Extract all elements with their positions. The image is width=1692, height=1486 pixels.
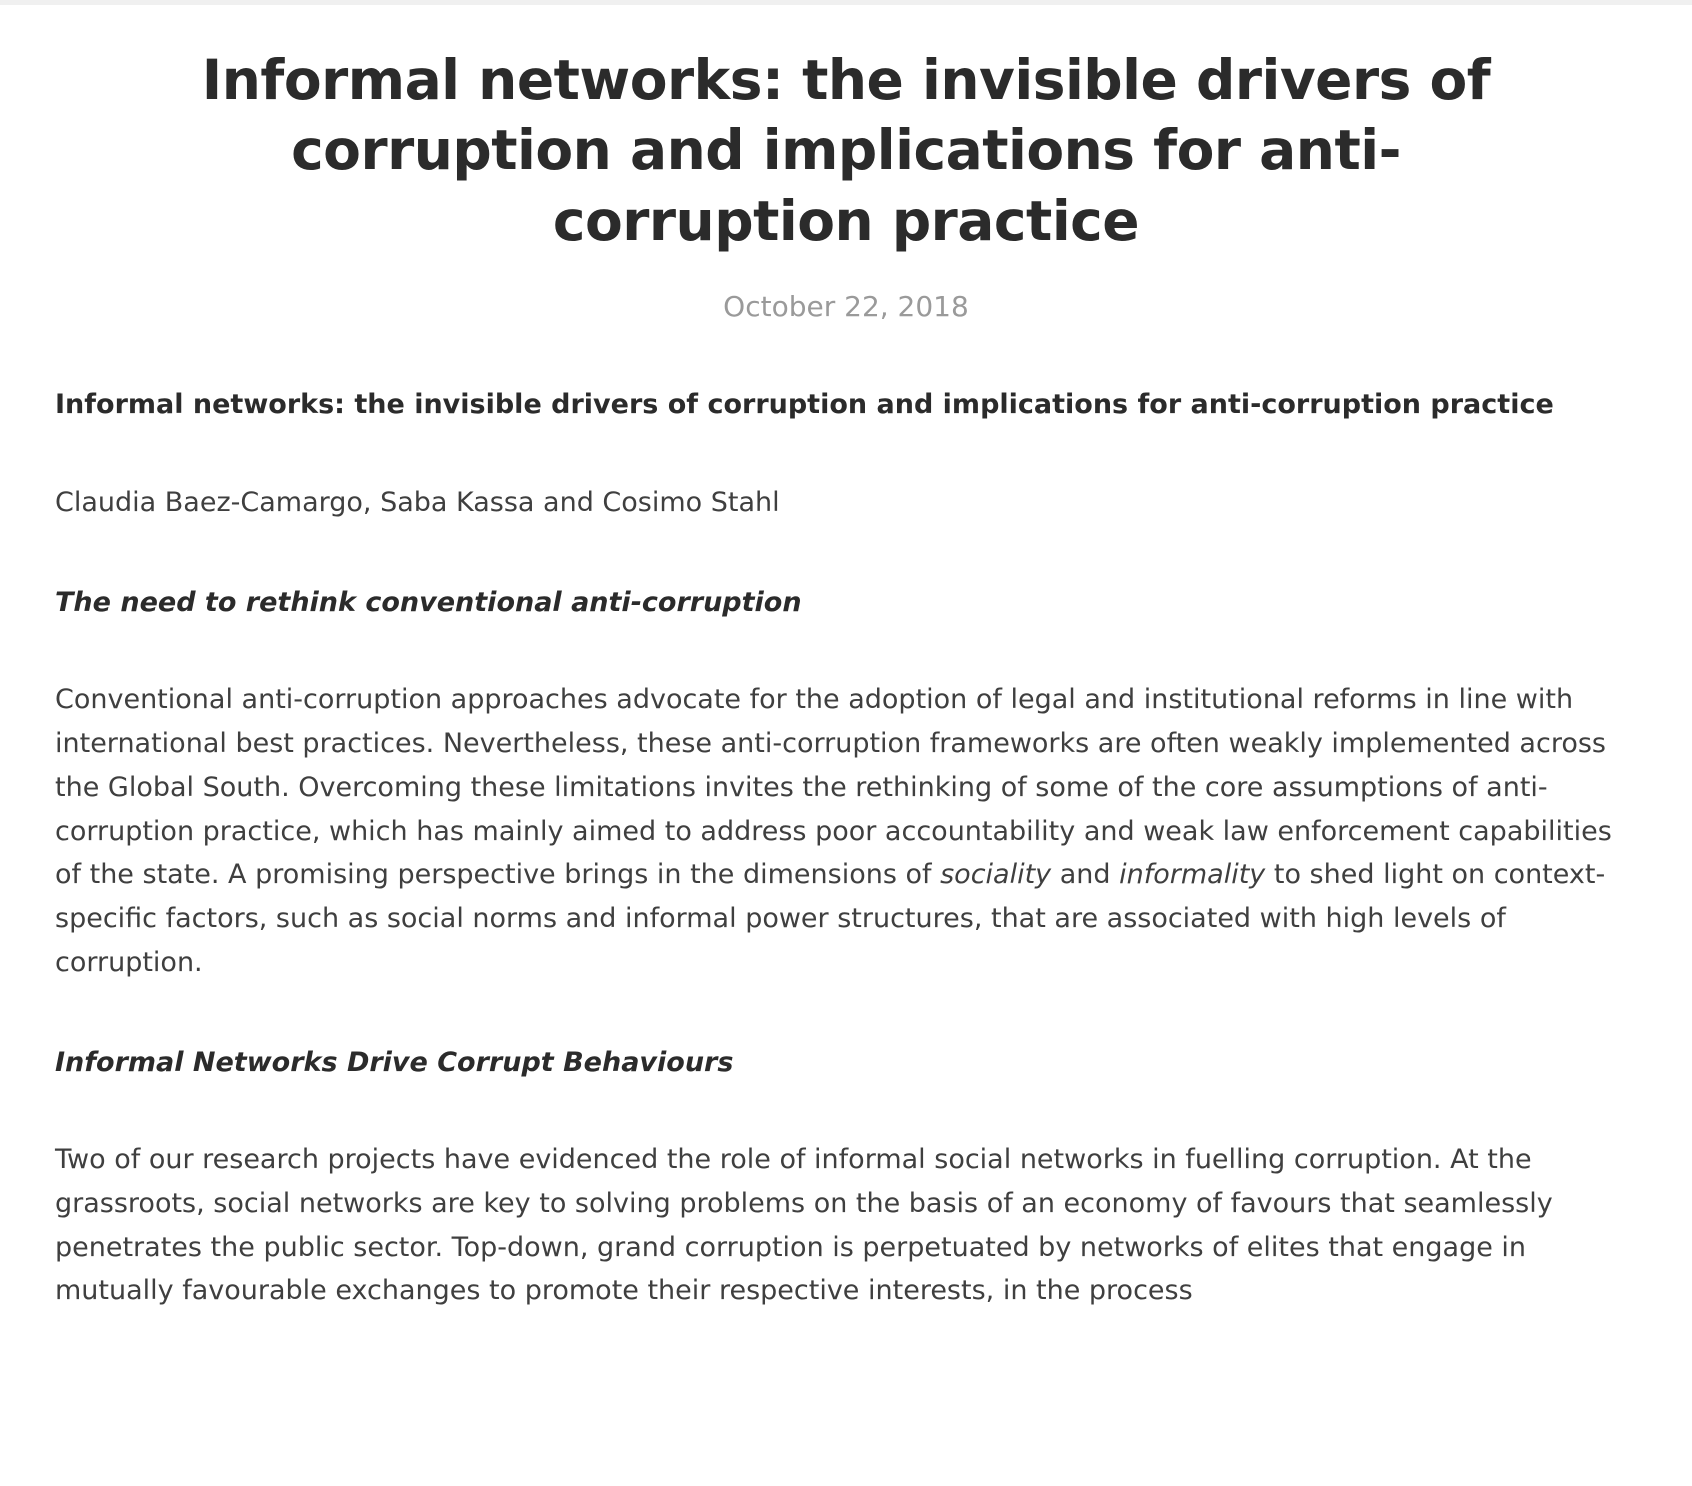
emphasis-informality: informality <box>1119 859 1266 891</box>
section-paragraph-2: Two of our research projects have evidenced the role of informal social networks in fuelling corruption. At the grassroots, social networks are key to solving problems on the basis of an economy of favours that seamlessly penetrates the public sector. Top-down, grand corruption is perpetuated by networks of elites that engage in mutually favourable exchanges to promote their respective interests, in the process <box>55 1144 1553 1307</box>
emphasis-sociality: sociality <box>940 859 1052 891</box>
paragraph-text-part-2: and <box>1051 859 1120 891</box>
page-title: Informal networks: the invisible drivers of corruption and implications for anti-corruption practice <box>201 48 1491 253</box>
section-heading-2: Informal Networks Drive Corrupt Behaviours <box>55 1046 734 1078</box>
authors-line: Claudia Baez-Camargo, Saba Kassa and Cosimo Stahl <box>55 486 780 518</box>
article-body <box>55 383 1637 1313</box>
section-paragraph-1 <box>55 678 1637 984</box>
publish-date: October 22, 2018 <box>723 290 969 324</box>
paragraph-text-part-1: Conventional anti-corruption approaches advocate for the adoption of legal and institutional reforms in line with international best practices. Nevertheless, these anti-corruption frameworks are often weakly implemented across the Global South. Overcoming these limitations invites the rethinking of some of the core assumptions of anti-corruption practice, which has mainly aimed to address poor accountability and weak law enforcement capabilities of the state. A promising perspective brings in the dimensions of <box>55 684 1612 891</box>
paragraph-text-part-3: to shed light on context-specific factors, such as social norms and informal power structures, that are associated with high levels of corruption. <box>55 859 1606 978</box>
article-header <box>55 5 1637 323</box>
lead-heading: Informal networks: the invisible drivers of corruption and implications for anti-corruption practice <box>55 389 1554 421</box>
article-container <box>0 5 1692 1313</box>
section-heading-1: The need to rethink conventional anti-corruption <box>55 586 802 618</box>
